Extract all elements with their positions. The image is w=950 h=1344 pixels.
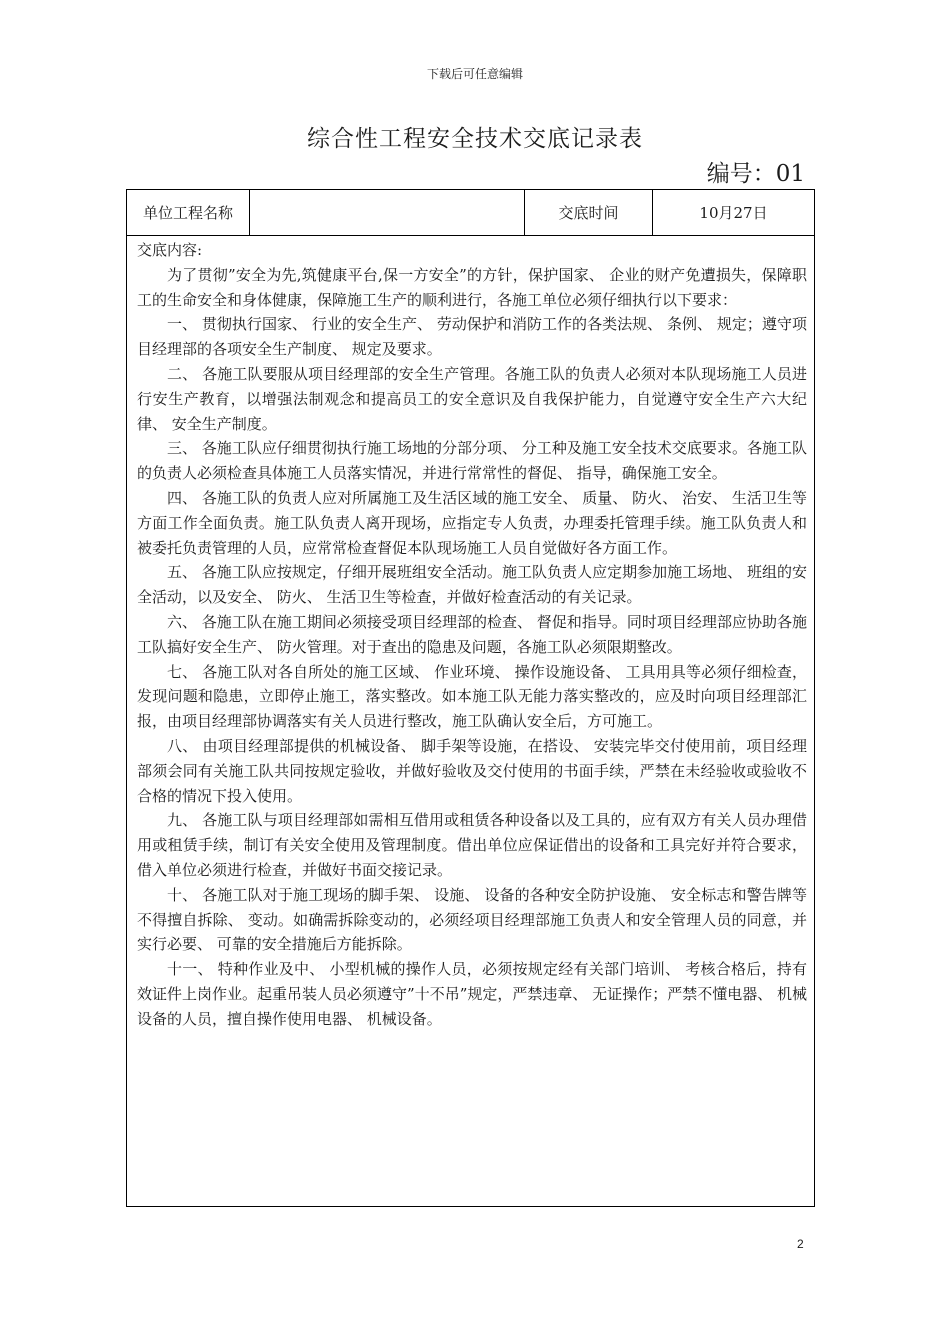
paragraph-item-2: 二、 各施工队要服从项目经理部的安全生产管理。各施工队的负责人必须对本队现场施工人员进行安生产教育，以增强法制观念和提高员工的安全意识及自我保护能力，自觉遵守安全生产六大纪律、 安全生产制度。 [137,364,807,433]
paragraph-item-1: 一、 贯彻执行国家、 行业的安全生产、 劳动保护和消防工作的各类法规、 条例、 规定；遵守项目经理部的各项安全生产制度、 规定及要求。 [137,315,807,359]
paragraph-item-8: 八、 由项目经理部提供的机械设备、 脚手架等设施，在搭设、 安装完毕交付使用前，项目经理部须会同有关施工队共同按规定验收，并做好验收及交付使用的书面手续，严禁在未经验收或验收不合格的情况下投入使用。 [137,736,807,805]
paragraph-item-6: 六、 各施工队在施工期间必须接受项目经理部的检查、 督促和指导。同时项目经理部应协助各施工队搞好安全生产、 防火管理。对于查出的隐患及问题，各施工队必须限期整改。 [137,612,807,656]
handover-time-label: 交底时间 [525,190,653,235]
paragraph-item-11: 十一、 特种作业及中、 小型机械的操作人员，必须按规定经有关部门培训、 考核合格后，持有效证件上岗作业。起重吊装人员必须遵守”十不吊”规定，严禁违章、 无证操作；严禁不懂电器、 机械设备的人员，擅自操作使用电器、 机械设备。 [137,960,807,1028]
handover-time-value: 10月27日 [699,204,768,222]
page-number: 2 [797,1237,804,1251]
paragraph-item-7: 七、 各施工队对各自所处的施工区域、 作业环境、 操作设施设备、 工具用具等必须仔细检查，发现问题和隐患，立即停止施工，落实整改。如本施工队无能力落实整改的，应及时向项目经理部汇报，由项目经理部协调落实有关人员进行整改，施工队确认安全后，方可施工。 [137,662,807,731]
paragraph-item-10: 十、 各施工队对于施工现场的脚手架、 设施、 设备的各种安全防护设施、 安全标志和警告牌等不得擅自拆除、 变动。如确需拆除变动的，必须经项目经理部施工负责人和安全管理人员的同意，并实行必要、 可靠的安全措施后方能拆除。 [137,885,807,954]
record-table [126,189,815,1207]
handover-content [127,236,814,1032]
document-title: 综合性工程安全技术交底记录表 [307,126,643,152]
header-note: 下载后可任意编辑 [426,67,523,81]
paragraph-intro: 为了贯彻”安全为先,筑健康平台,保一方安全”的方针，保护国家、 企业的财产免遭损失，保障职工的生命安全和身体健康，保障施工生产的顺利进行，各施工单位必须仔细执行以下要求： [137,265,807,309]
paragraph-item-9: 九、 各施工队与项目经理部如需相互借用或租赁各种设备以及工具的，应有双方有关人员办理借用或租赁手续，制订有关安全使用及管理制度。借出单位应保证借出的设备和工具完好并符合要求，借入单位必须进行检查，并做好书面交接记录。 [137,811,807,879]
document-number: 编号：01 [706,161,805,187]
table-header-row [127,190,814,236]
project-name-value [250,190,525,235]
paragraph-item-5: 五、 各施工队应按规定，仔细开展班组安全活动。施工队负责人应定期参加施工场地、 班组的安全活动，以及安全、 防火、 生活卫生等检查，并做好检查活动的有关记录。 [137,563,807,607]
project-name-label: 单位工程名称 [127,190,250,235]
paragraph-item-3: 三、 各施工队应仔细贯彻执行施工场地的分部分项、 分工种及施工安全技术交底要求。各施工队的负责人必须检查具体施工人员落实情况，并进行常常性的督促、 指导，确保施工安全。 [137,439,807,483]
paragraph-item-4: 四、 各施工队的负责人应对所属施工及生活区域的施工安全、 质量、 防火、 治安、 生活卫生等方面工作全面负责。施工队负责人离开现场，应指定专人负责，办理委托管理手续。施工队负责人和被委托负责管理的人员，应常常检查督促本队现场施工人员自觉做好各方面工作。 [137,488,807,557]
content-label: 交底内容: [137,241,203,259]
